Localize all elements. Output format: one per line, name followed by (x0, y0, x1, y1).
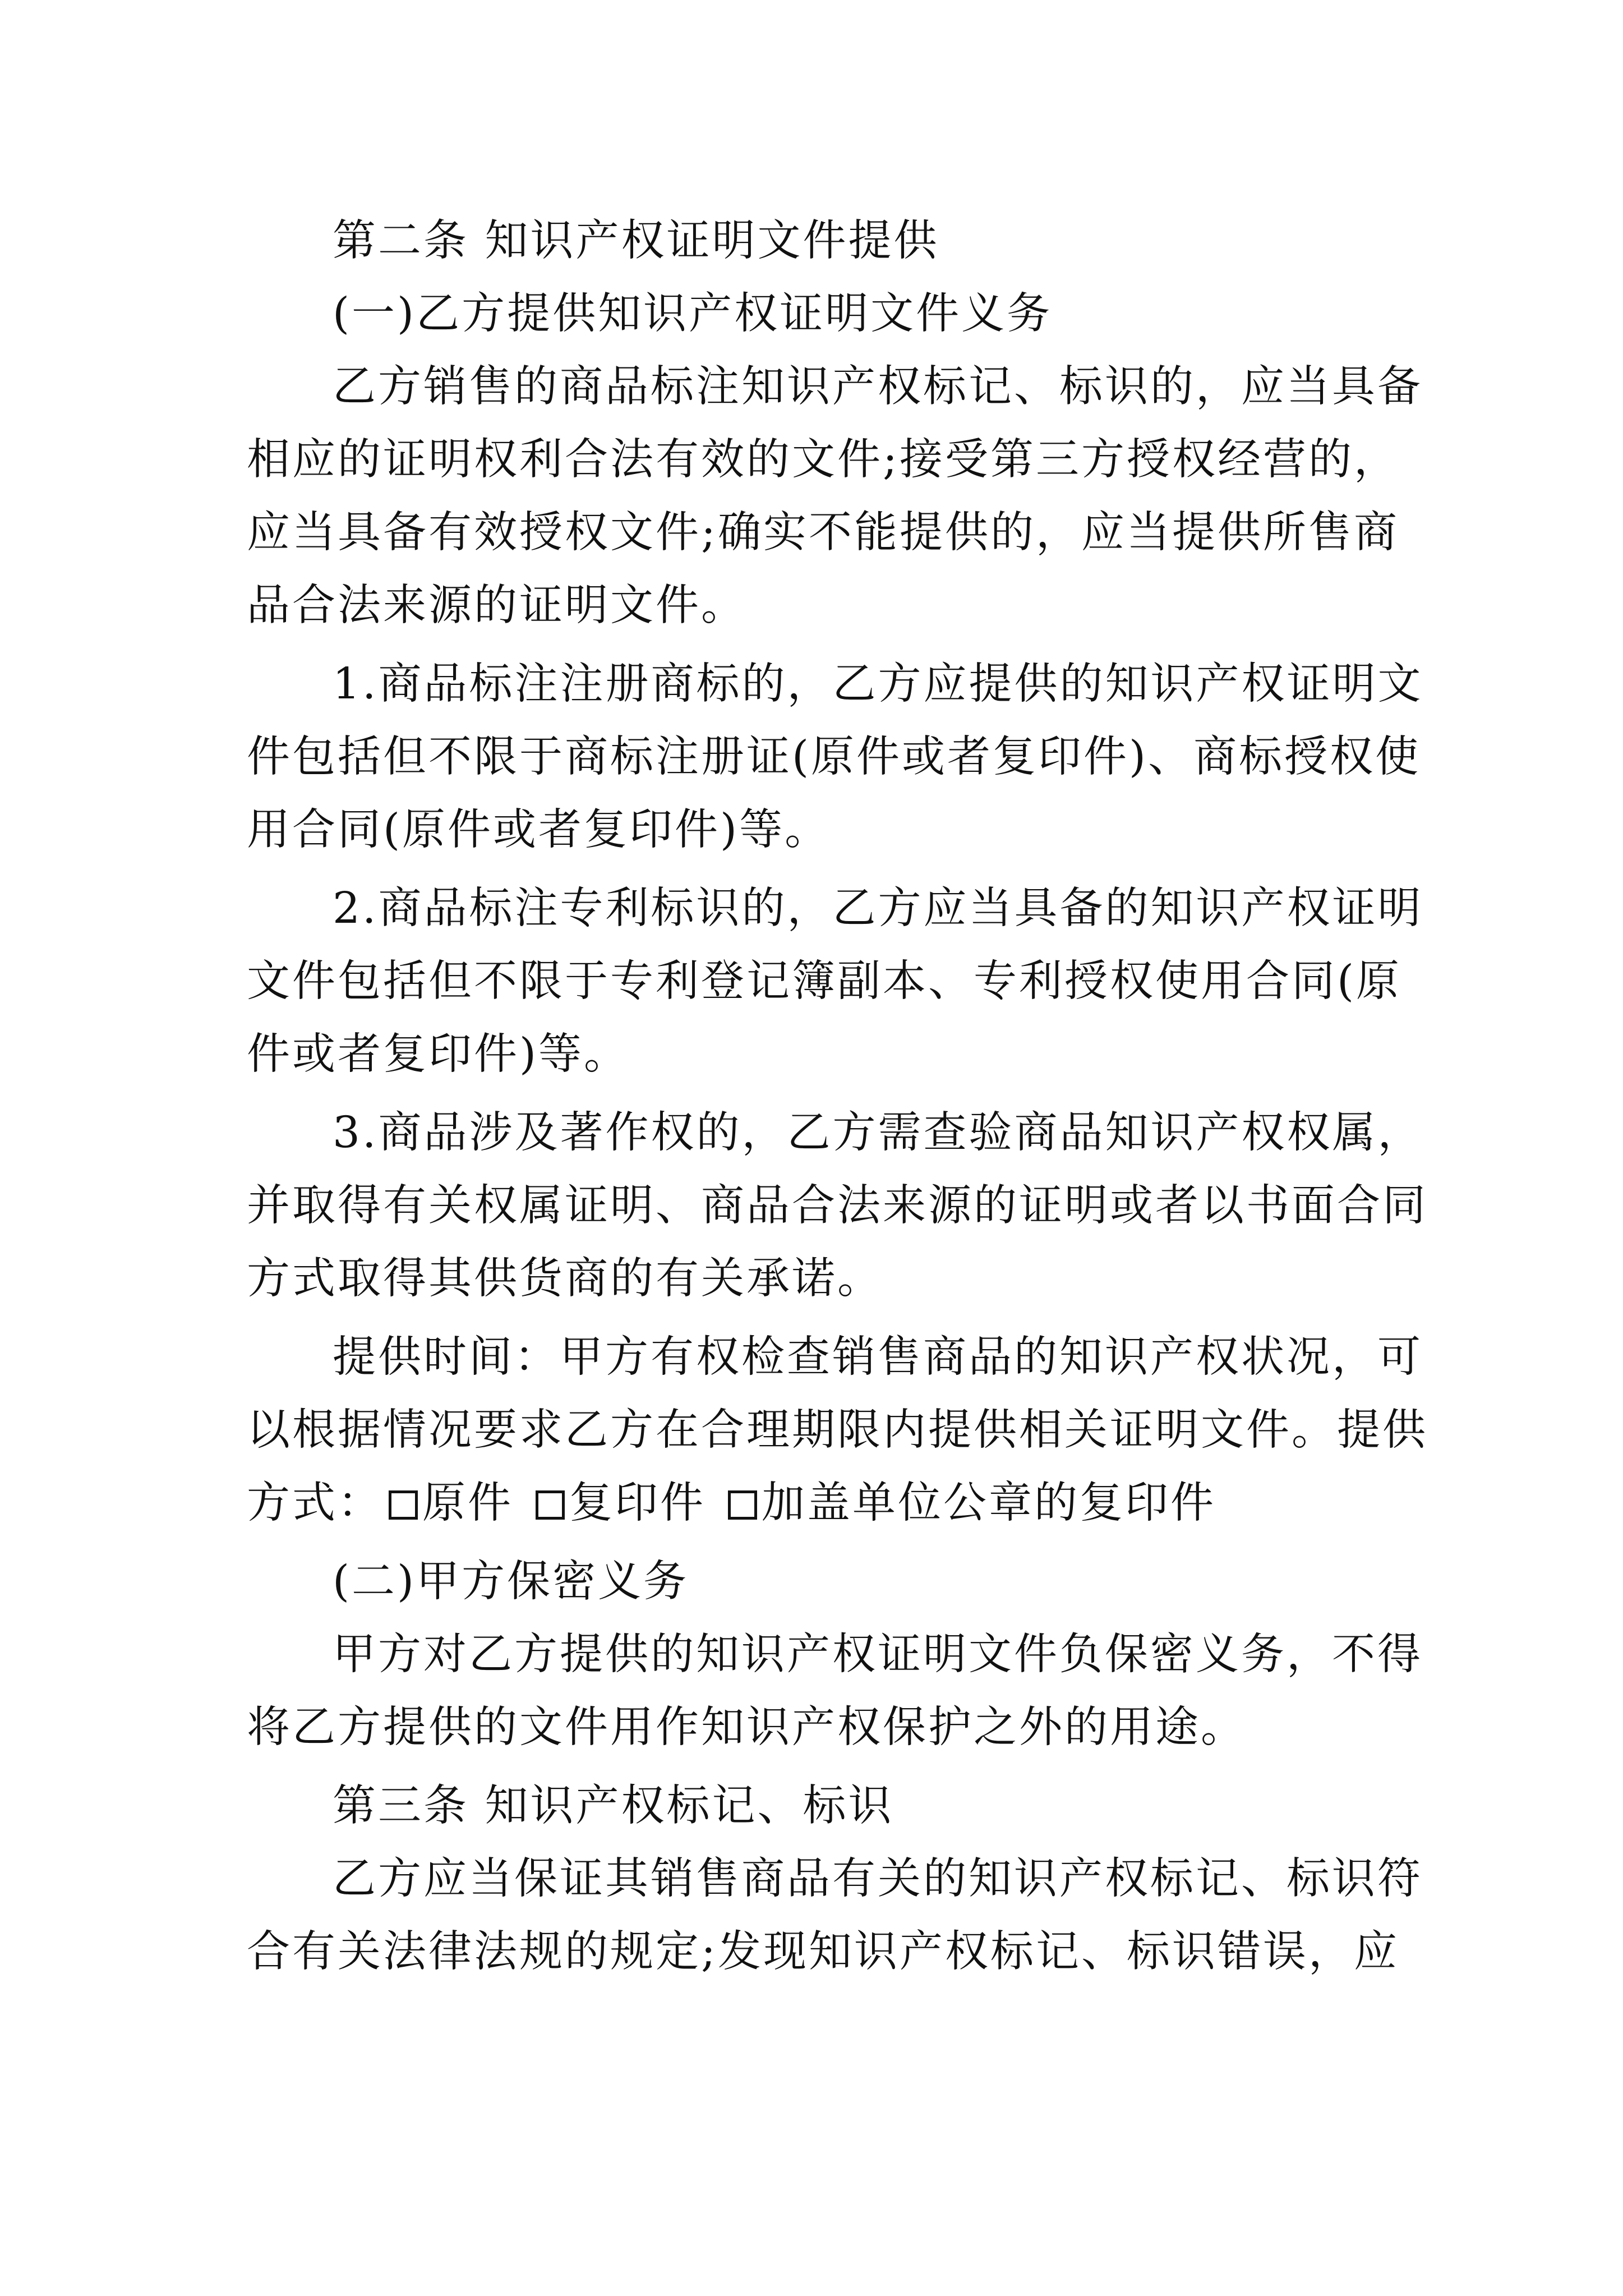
paragraph-line: 应当具备有效授权文件;确实不能提供的，应当提供所售商 (247, 508, 1399, 558)
provide-time-line: 提供时间：甲方有权检查销售商品的知识产权状况，可 (333, 1332, 1423, 1382)
item-1-line: 件包括但不限于商标注册证(原件或者复印件)、商标授权使 (247, 732, 1421, 782)
section-2-heading: (二)甲方保密义务 (333, 1557, 689, 1607)
item-1-line: 用合同(原件或者复印件)等。 (247, 805, 831, 855)
item-3-line: 并取得有关权属证明、商品合法来源的证明或者以书面合同 (247, 1181, 1428, 1231)
confidentiality-line: 甲方对乙方提供的知识产权证明文件负保密义务，不得 (333, 1630, 1423, 1680)
marking-line: 合有关法律法规的规定;发现知识产权标记、标识错误，应 (247, 1927, 1399, 1977)
option-sealed-copy-label: 加盖单位公章的复印件 (762, 1478, 1216, 1528)
copy-checkbox[interactable] (536, 1490, 565, 1520)
item-2-line: 件或者复印件)等。 (247, 1029, 630, 1079)
paragraph-line: 品合法来源的证明文件。 (247, 581, 746, 631)
item-3-line: 方式取得其供货商的有关承诺。 (247, 1254, 883, 1304)
article-2-heading: 第二条 知识产权证明文件提供 (333, 216, 939, 266)
option-original-label: 原件 (422, 1478, 513, 1528)
option-copy-label: 复印件 (569, 1478, 706, 1528)
provide-method-line (247, 1470, 1216, 1537)
item-3-line: 3.商品涉及著作权的，乙方需查验商品知识产权权属， (333, 1108, 1423, 1158)
confidentiality-line: 将乙方提供的文件用作知识产权保护之外的用途。 (247, 1703, 1246, 1752)
provide-method-label: 方式： (247, 1478, 383, 1528)
article-3-heading: 第三条 知识产权标记、标识 (333, 1781, 894, 1831)
item-1-line: 1.商品标注注册商标的，乙方应提供的知识产权证明文 (333, 659, 1423, 709)
section-1-heading: (一)乙方提供知识产权证明文件义务 (333, 289, 1053, 339)
paragraph-line: 乙方销售的商品标注知识产权标记、标识的，应当具备 (333, 362, 1423, 412)
sealed-copy-checkbox[interactable] (728, 1490, 757, 1520)
item-2-line: 2.商品标注专利标识的，乙方应当具备的知识产权证明 (333, 884, 1423, 933)
provide-time-line: 以根据情况要求乙方在合理期限内提供相关证明文件。提供 (247, 1405, 1428, 1455)
paragraph-line: 相应的证明权利合法有效的文件;接受第三方授权经营的， (247, 435, 1399, 485)
marking-line: 乙方应当保证其销售商品有关的知识产权标记、标识符 (333, 1854, 1423, 1904)
original-checkbox[interactable] (389, 1490, 418, 1520)
item-2-line: 文件包括但不限于专利登记簿副本、专利授权使用合同(原 (247, 956, 1402, 1006)
